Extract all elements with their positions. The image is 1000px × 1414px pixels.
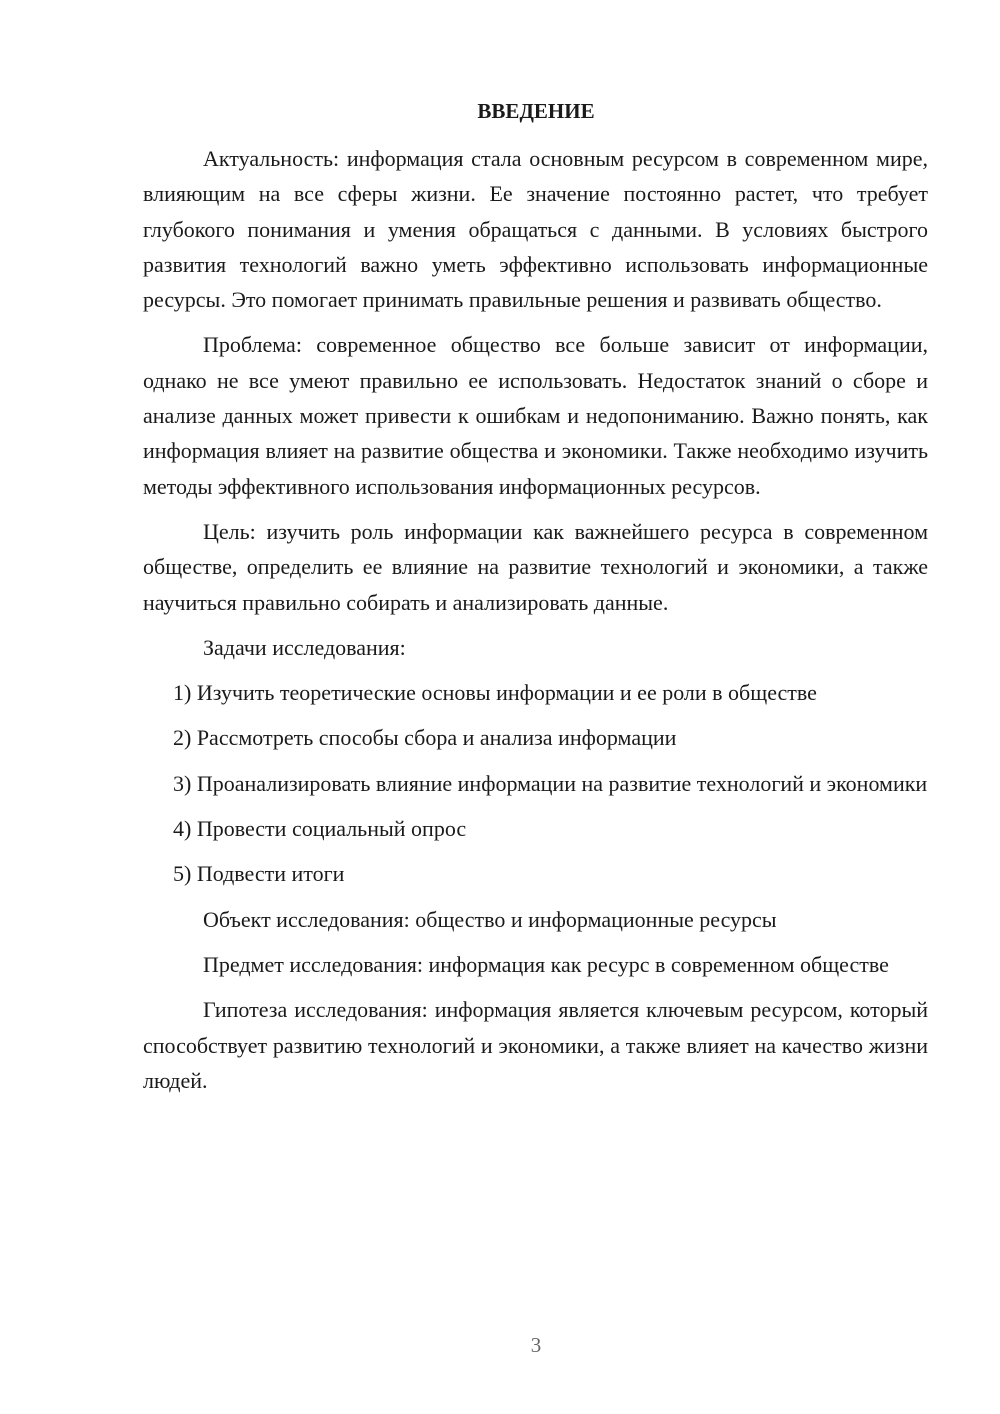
document-body (143, 141, 928, 1108)
list-item: 3) Проанализировать влияние информации на развитие технологий и экономики (173, 770, 928, 796)
page-title: ВВЕДЕНИЕ (477, 99, 595, 123)
list-item: 2) Рассмотреть способы сбора и анализа информации (173, 725, 677, 751)
paragraph-problem: Проблема: современное общество все больше зависит от информации, однако не все умеют правильно ее использовать. Недостаток знаний о сборе и анализе данных может привести к ошибкам и недопониманию. Важно понять, как информация влияет на развитие общества и экономики. Также необходимо изучить методы эффективного использования информационных ресурсов. (143, 332, 928, 499)
paragraph-object: Объект исследования: общество и информационные ресурсы (203, 906, 777, 932)
paragraph-relevance: Актуальность: информация стала основным ресурсом в современном мире, влияющим на все сферы жизни. Ее значение постоянно растет, что требует глубокого понимания и умения обращаться с данными. В условиях быстрого развития технологий важно уметь эффективно использовать информационные ресурсы. Это помогает принимать правильные решения и развивать общество. (143, 146, 928, 313)
paragraph-goal: Цель: изучить роль информации как важнейшего ресурса в современном обществе, определить ее влияние на развитие технологий и экономики, а также научиться правильно собирать и анализировать данные. (143, 518, 928, 615)
tasks-heading: Задачи исследования: (203, 634, 406, 660)
paragraph-hypothesis: Гипотеза исследования: информация является ключевым ресурсом, который способствует развитию технологий и экономики, а также влияет на качество жизни людей. (143, 997, 928, 1093)
list-item: 4) Провести социальный опрос (173, 816, 467, 842)
list-item: 5) Подвести итоги (173, 861, 345, 887)
list-item: 1) Изучить теоретические основы информации и ее роли в обществе (173, 680, 817, 706)
page-number: 3 (530, 1333, 542, 1357)
paragraph-subject: Предмет исследования: информация как ресурс в современном обществе (203, 951, 889, 977)
